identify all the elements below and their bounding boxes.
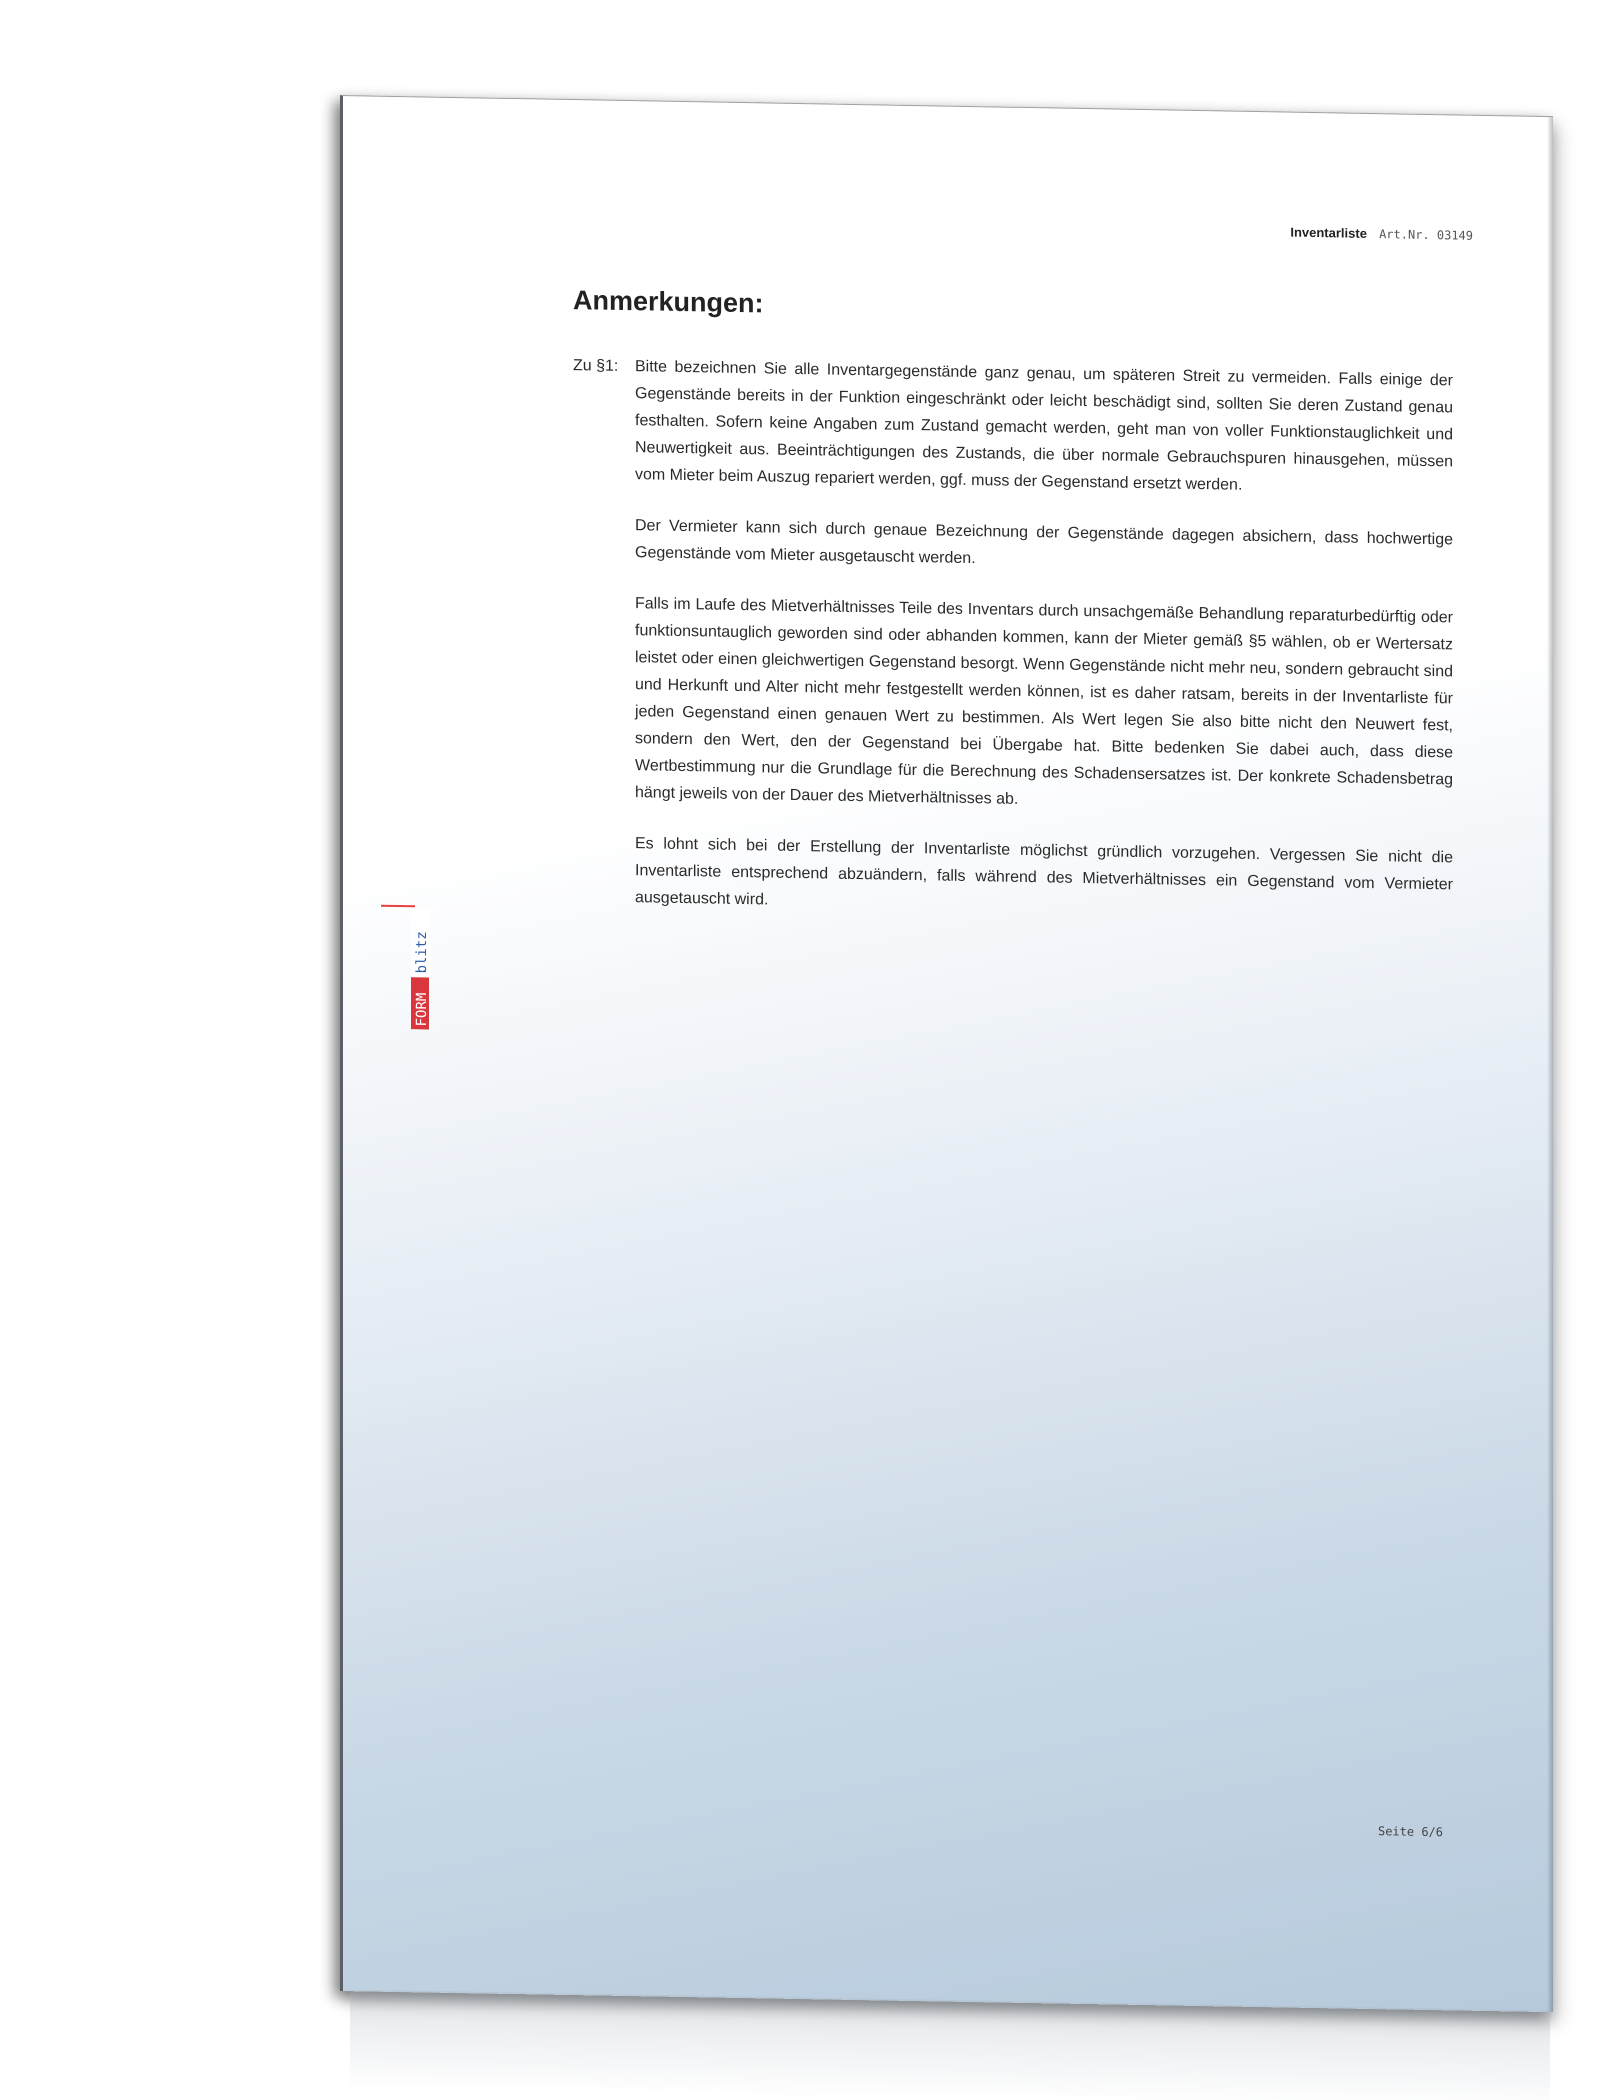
logo-text-form: FORM [414,992,430,1027]
logo-accent-line [381,905,415,908]
paragraph: Der Vermieter kann sich durch genaue Bezeichnung der Gegenstände dagegen absichern, dass hochwertige Gegenstände vom Mieter ausgetauscht werden. [635,517,1453,568]
document-header [1290,225,1473,244]
paragraph: Falls im Laufe des Mietverhältnisses Teile des Inventars durch unsachgemäße Behandlung reparaturbedürftig oder funktionsuntauglich geworden sind oder abhanden kommen, kann der Mieter gemäß §5 wählen, ob er Wertersatz leistet oder einen gleichwertigen Gegenstand besorgt. Wenn Gegenstände nicht mehr neu, sondern gebraucht sind und Herkunft und Alter nicht mehr festgestellt werden können, ist es daher ratsam, bereits in der Inventarliste für jeden Gegenstand einen genauen Wert zu bestimmen. Als Wert legen Sie also bitte nicht den Neuwert fest, sondern den Wert, den der Gegenstand bei Übergabe hat. Bitte bedenken Sie dabei auch, dass diese Wertbestimmung nur die Grundlage für die Berechnung des Schadensersatzes ist. Der konkrete Schadensbetrag hängt jeweils von der Dauer des Mietverhältnisses ab. [635,595,1453,808]
document-page [340,95,1553,2012]
section-label: Zu §1: [573,357,619,375]
section-heading: Anmerkungen: [573,285,764,319]
first-paragraph-row [573,352,1453,502]
page-number: Seite 6/6 [1377,1824,1443,1840]
logo-text-blitz: blitz [414,931,430,974]
document-title: Inventarliste [1290,224,1367,241]
article-number: Art.Nr. 03149 [1379,227,1473,243]
paragraph: Bitte bezeichnen Sie alle Inventargegenstände ganz genau, um späteren Streit zu vermeiden. Falls einige der Gegenstände bereits in der Funktion eingeschränkt oder leicht beschädigt sind, sollten Sie deren Zustand genau festhalten. Sofern keine Angaben zum Zustand gemacht werden, geht man von voller Funktionstauglichkeit und Neuwertigkeit aus. Beeinträchtigungen des Zustands, die über normale Gebrauchspuren hinausgehen, müssen vom Mieter beim Auszug repariert werden, ggf. muss der Gegenstand ersetzt werden. [635,358,1453,494]
document-body [573,352,1453,949]
formblitz-logo [411,909,431,1029]
paragraph: Es lohnt sich bei der Erstellung der Inventarliste möglichst gründlich vorzugehen. Vergessen Sie nicht die Inventarliste entsprechend abzuändern, falls während des Mietverhältnisses ein Gegenstand vom Vermieter ausgetauscht wird. [635,835,1453,909]
